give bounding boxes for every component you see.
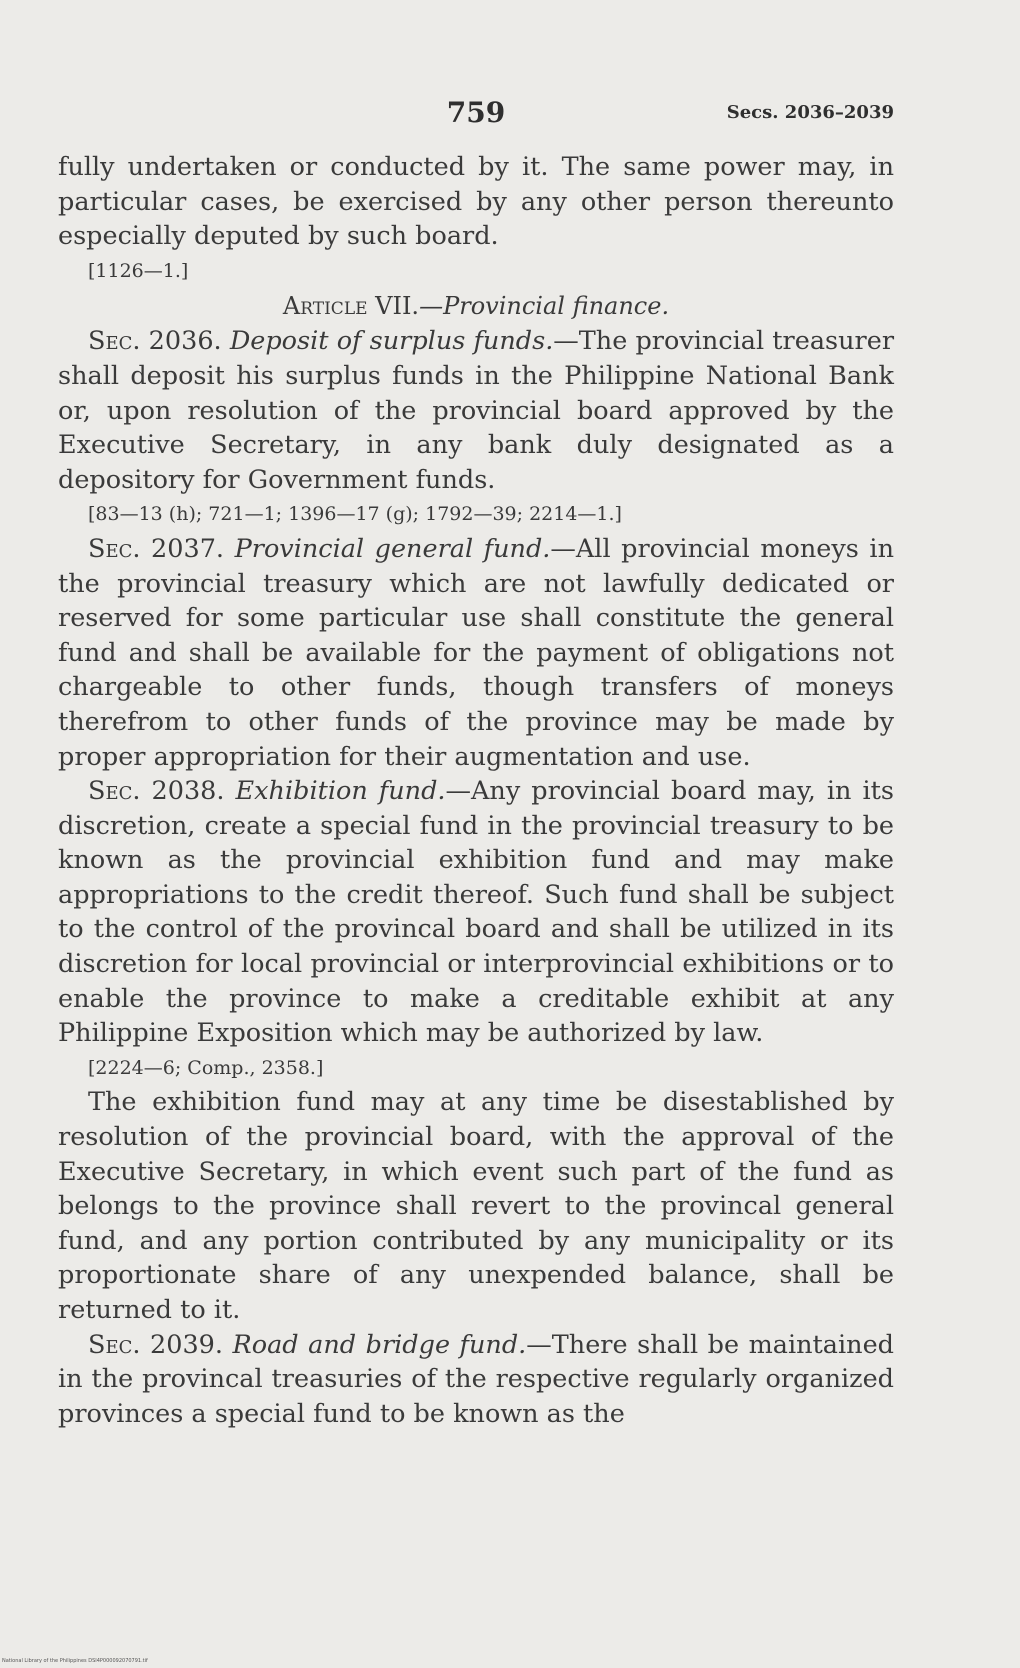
section-2039-catchline: Road and bridge fund. [232,1329,527,1360]
section-2036-catchline: Deposit of surplus funds. [229,326,554,357]
body-text [58,150,894,1431]
section-2038-text: —Any provincial board may, in its discretion, create a special fund in the provincial treasury to be known as the provincial exhibition fund and may make appropriations to the credit thereof. Such fund shall be subject to the control of the provincal board and shall be utilized in its discretion for local provincial or interprovincial exhibitions or to enable the province to make a creditable exhibit at any Philippine Exposition which may be authorized by law. [58,776,894,1049]
section-2038-paragraph-2: The exhibition fund may at any time be disestablished by resolution of the provincial board, with the approval of the Executive Secretary, in which event such part of the fund as belongs to the province shall revert to the provincal general fund, and any portion contributed by any municipality or its proportionate share of any unexpended balance, shall be returned to it. [58,1087,894,1325]
section-2039 [58,1328,894,1432]
article-heading [58,288,894,324]
section-2038-catchline: Exhibition fund. [235,776,446,807]
section-2038-label: Sec. 2038. [88,776,225,807]
section-2036-text: —The provincial treasurer shall deposit his surplus funds in the Philippine National Bank or, upon resolution of the provincial board approved by the Executive Secretary, in any bank duly designated as a depository for Government funds. [58,326,895,495]
section-2039-text: —There shall be maintained in the provincal treasuries of the respective regularly organized provinces a special fund to be known as the [58,1329,895,1429]
section-2036 [58,324,894,497]
continuation-paragraph: fully undertaken or conducted by it. The same power may, in particular cases, be exercised by any other person thereunto especially deputed by such board. [58,152,894,252]
scan-footer: National Library of the Philippines DSI4P000092070791.tif [2,1658,148,1664]
citation-2038: [2224—6; Comp., 2358.] [88,1056,324,1079]
section-2038 [58,774,894,1051]
section-2036-label: Sec. 2036. [88,326,222,357]
running-head: Secs. 2036–2039 [726,102,894,123]
section-2039-label: Sec. 2039. [88,1329,224,1360]
section-2037-text: —All provincial moneys in the provincial treasury which are not lawfully dedicated or reserved for some particular use shall constitute the general fund and shall be available for the payment of obligations not chargeable to other funds, though transfers of moneys therefrom to other funds of the province may be made by proper appropriation for their augmentation and use. [58,533,895,772]
section-2037-label: Sec. 2037. [88,533,225,564]
citation-2036: [83—13 (h); 721—1; 1396—17 (g); 1792—39; 2214—1.] [88,503,622,526]
article-label: Article VII. [282,292,420,321]
citation-1126: [1126—1.] [88,259,189,282]
page-header [58,96,894,136]
article-title: —Provincial finance. [419,292,670,321]
section-2037 [58,532,894,774]
page-number: 759 [446,96,506,129]
section-2037-catchline: Provincial general fund. [234,533,551,564]
